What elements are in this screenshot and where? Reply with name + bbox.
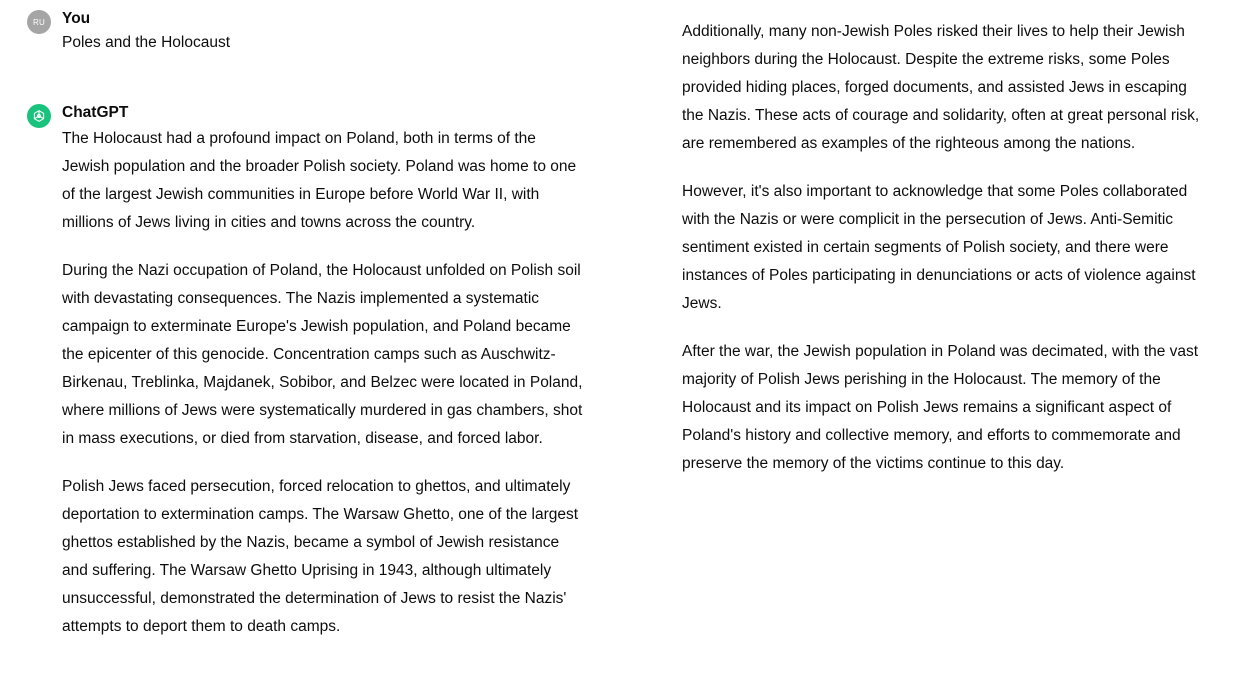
openai-logo-icon: [31, 108, 47, 124]
user-avatar: [27, 10, 51, 34]
response-paragraph-3: Polish Jews faced persecution, forced relocation to ghettos, and ultimately deportation to extermination camps. The Warsaw Ghetto, one of the largest ghettos established by the Nazis, became a symbol of Jewish resistance and suffering. The Warsaw Ghetto Uprising in 1943, although ultimately unsuccessful, demonstrated the determination of Jews to resist the Nazis' attempts to deport them to death camps.: [62, 478, 579, 635]
response-paragraph-4: Additionally, many non-Jewish Poles risked their lives to help their Jewish neighbors during the Holocaust. Despite the extreme risks, some Poles provided hiding places, forged documents, and assisted Jews in escaping the Nazis. These acts of courage and solidarity, often at great personal risk, are remembered as examples of the righteous among the nations.: [682, 23, 1200, 152]
user-message-text: Poles and the Holocaust: [62, 34, 231, 51]
response-paragraph-1: The Holocaust had a profound impact on Poland, both in terms of the Jewish population and the broader Polish society. Poland was home to one of the largest Jewish communities in Europe before World War II, with millions of Jews living in cities and towns across the country.: [62, 130, 577, 231]
assistant-response-column-left: [62, 125, 587, 661]
assistant-avatar: [27, 104, 51, 128]
response-paragraph-5: However, it's also important to acknowledge that some Poles collaborated with the Nazis or were complicit in the persecution of Jews. Anti-Semitic sentiment existed in certain segments of Polish society, and there were instances of Poles participating in denunciations or acts of violence against Jews.: [682, 183, 1196, 312]
response-paragraph-6: After the war, the Jewish population in Poland was decimated, with the vast majority of Polish Jews perishing in the Holocaust. The memory of the Holocaust and its impact on Polish Jews remains a significant aspect of Poland's history and collective memory, and efforts to commemorate and preserve the memory of the victims continue to this day.: [682, 343, 1199, 472]
assistant-sender-name: ChatGPT: [62, 104, 129, 121]
user-avatar-initials: RU: [33, 17, 45, 27]
response-paragraph-2: During the Nazi occupation of Poland, the Holocaust unfolded on Polish soil with devastating consequences. The Nazis implemented a systematic campaign to exterminate Europe's Jewish population, and Poland became the epicenter of this genocide. Concentration camps such as Auschwitz-Birkenau, Treblinka, Majdanek, Sobibor, and Belzec were located in Poland, where millions of Jews were systematically murdered in gas chambers, shot in mass executions, or died from starvation, disease, and forced labor.: [62, 262, 583, 447]
user-sender-name: You: [62, 10, 91, 27]
assistant-response-column-right: [682, 18, 1207, 498]
